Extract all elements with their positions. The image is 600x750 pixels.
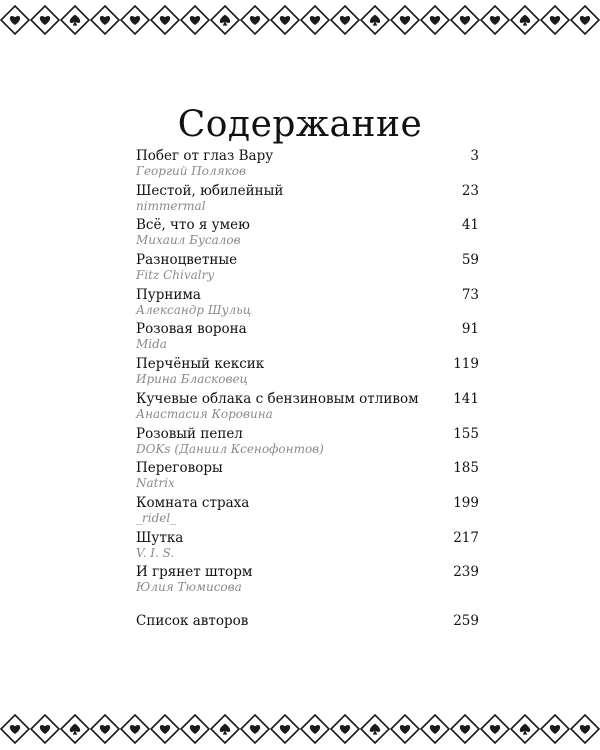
entry-title: Разноцветные xyxy=(136,252,238,269)
entry-author: _ridel_ xyxy=(136,510,177,525)
toc-entry xyxy=(136,564,479,599)
spade-icon xyxy=(70,724,80,735)
heart-icon xyxy=(490,16,500,25)
toc-entry xyxy=(136,148,479,183)
entry-page: 141 xyxy=(453,390,479,407)
spade-icon xyxy=(70,15,80,26)
entry-title: Розовая ворона xyxy=(136,321,247,338)
heart-icon xyxy=(340,725,350,734)
entry-page: 217 xyxy=(453,529,479,546)
heart-icon xyxy=(160,725,170,734)
entry-author: Александр Шульц xyxy=(136,302,252,317)
entry-page: 91 xyxy=(461,321,479,338)
heart-icon xyxy=(430,16,440,25)
heart-icon xyxy=(10,725,20,734)
heart-icon xyxy=(100,725,110,734)
authors-list-entry xyxy=(136,613,479,633)
toc-entry xyxy=(136,217,479,252)
heart-spade-pattern-icon xyxy=(0,708,600,748)
heart-icon xyxy=(310,16,320,25)
entry-title: Переговоры xyxy=(136,460,223,477)
heart-icon xyxy=(400,16,410,25)
entry-title: И грянет шторм xyxy=(136,564,253,581)
entry-title: Комната страха xyxy=(136,494,250,511)
entry-title: Побег от глаз Вару xyxy=(136,148,274,164)
authors-list-page: 259 xyxy=(453,613,479,629)
entry-title: Всё, что я умею xyxy=(136,217,250,234)
entry-title: Розовый пепел xyxy=(136,425,243,442)
toc-entry xyxy=(136,252,479,287)
heart-icon xyxy=(40,16,50,25)
entry-page: 41 xyxy=(461,217,479,234)
top-ornament-border xyxy=(0,0,600,40)
entry-page: 185 xyxy=(453,460,479,477)
heart-icon xyxy=(160,16,170,25)
entry-author: DOKs (Даниил Ксенофонтов) xyxy=(136,441,324,456)
entry-author: nimmermal xyxy=(136,198,206,213)
spade-icon xyxy=(370,724,380,735)
entry-author: V. I. S. xyxy=(136,545,175,560)
heart-icon xyxy=(550,16,560,25)
heart-icon xyxy=(40,725,50,734)
spade-icon xyxy=(520,15,530,26)
entry-page: 3 xyxy=(470,148,479,164)
entry-author: Natrix xyxy=(136,476,175,491)
entry-author: Ирина Бласковец xyxy=(136,372,248,387)
toc-entry xyxy=(136,426,479,461)
heart-icon xyxy=(190,16,200,25)
entry-title: Шестой, юбилейный xyxy=(136,182,284,199)
entry-page: 73 xyxy=(461,286,479,303)
entry-page: 199 xyxy=(453,494,479,511)
heart-icon xyxy=(280,725,290,734)
bottom-ornament-border xyxy=(0,708,600,748)
heart-icon xyxy=(580,16,590,25)
heart-icon xyxy=(250,16,260,25)
heart-icon xyxy=(130,16,140,25)
entry-title: Перчёный кексик xyxy=(136,356,265,373)
spade-icon xyxy=(520,724,530,735)
heart-icon xyxy=(250,725,260,734)
entry-page: 119 xyxy=(453,356,479,373)
entry-title: Кучевые облака с бензиновым отливом xyxy=(136,390,419,407)
heart-icon xyxy=(340,16,350,25)
entry-page: 59 xyxy=(461,252,479,269)
entry-author: Георгий Поляков xyxy=(136,164,246,178)
heart-icon xyxy=(10,16,20,25)
heart-icon xyxy=(100,16,110,25)
entry-title: Шутка xyxy=(136,529,184,546)
heart-icon xyxy=(490,725,500,734)
authors-list-title: Список авторов xyxy=(136,613,249,629)
entry-page: 239 xyxy=(453,564,479,581)
toc-entry xyxy=(136,391,479,426)
toc-entry xyxy=(136,530,479,565)
heart-icon xyxy=(190,725,200,734)
heart-icon xyxy=(580,725,590,734)
spade-icon xyxy=(220,724,230,735)
toc-entry xyxy=(136,287,479,322)
entry-page: 155 xyxy=(453,425,479,442)
toc-entry xyxy=(136,321,479,356)
heart-icon xyxy=(280,16,290,25)
heart-icon xyxy=(430,725,440,734)
entry-author: Анастасия Коровина xyxy=(136,406,273,421)
heart-icon xyxy=(460,16,470,25)
spade-icon xyxy=(220,15,230,26)
toc-entry xyxy=(136,183,479,218)
heart-icon xyxy=(460,725,470,734)
table-of-contents xyxy=(136,148,479,599)
spade-icon xyxy=(370,15,380,26)
entry-author: Mida xyxy=(136,337,167,352)
toc-entry xyxy=(136,495,479,530)
heart-spade-pattern-icon xyxy=(0,0,600,40)
toc-entry xyxy=(136,356,479,391)
heart-icon xyxy=(130,725,140,734)
heart-icon xyxy=(310,725,320,734)
entry-author: Fitz Chivalry xyxy=(136,268,215,283)
entry-author: Юлия Тюмисова xyxy=(136,580,242,595)
heart-icon xyxy=(400,725,410,734)
toc-entry xyxy=(136,460,479,495)
heart-icon xyxy=(550,725,560,734)
entry-author: Михаил Бусалов xyxy=(136,233,241,248)
entry-page: 23 xyxy=(461,182,479,199)
page-title: Содержание xyxy=(177,104,423,146)
entry-title: Пурнима xyxy=(136,286,201,303)
